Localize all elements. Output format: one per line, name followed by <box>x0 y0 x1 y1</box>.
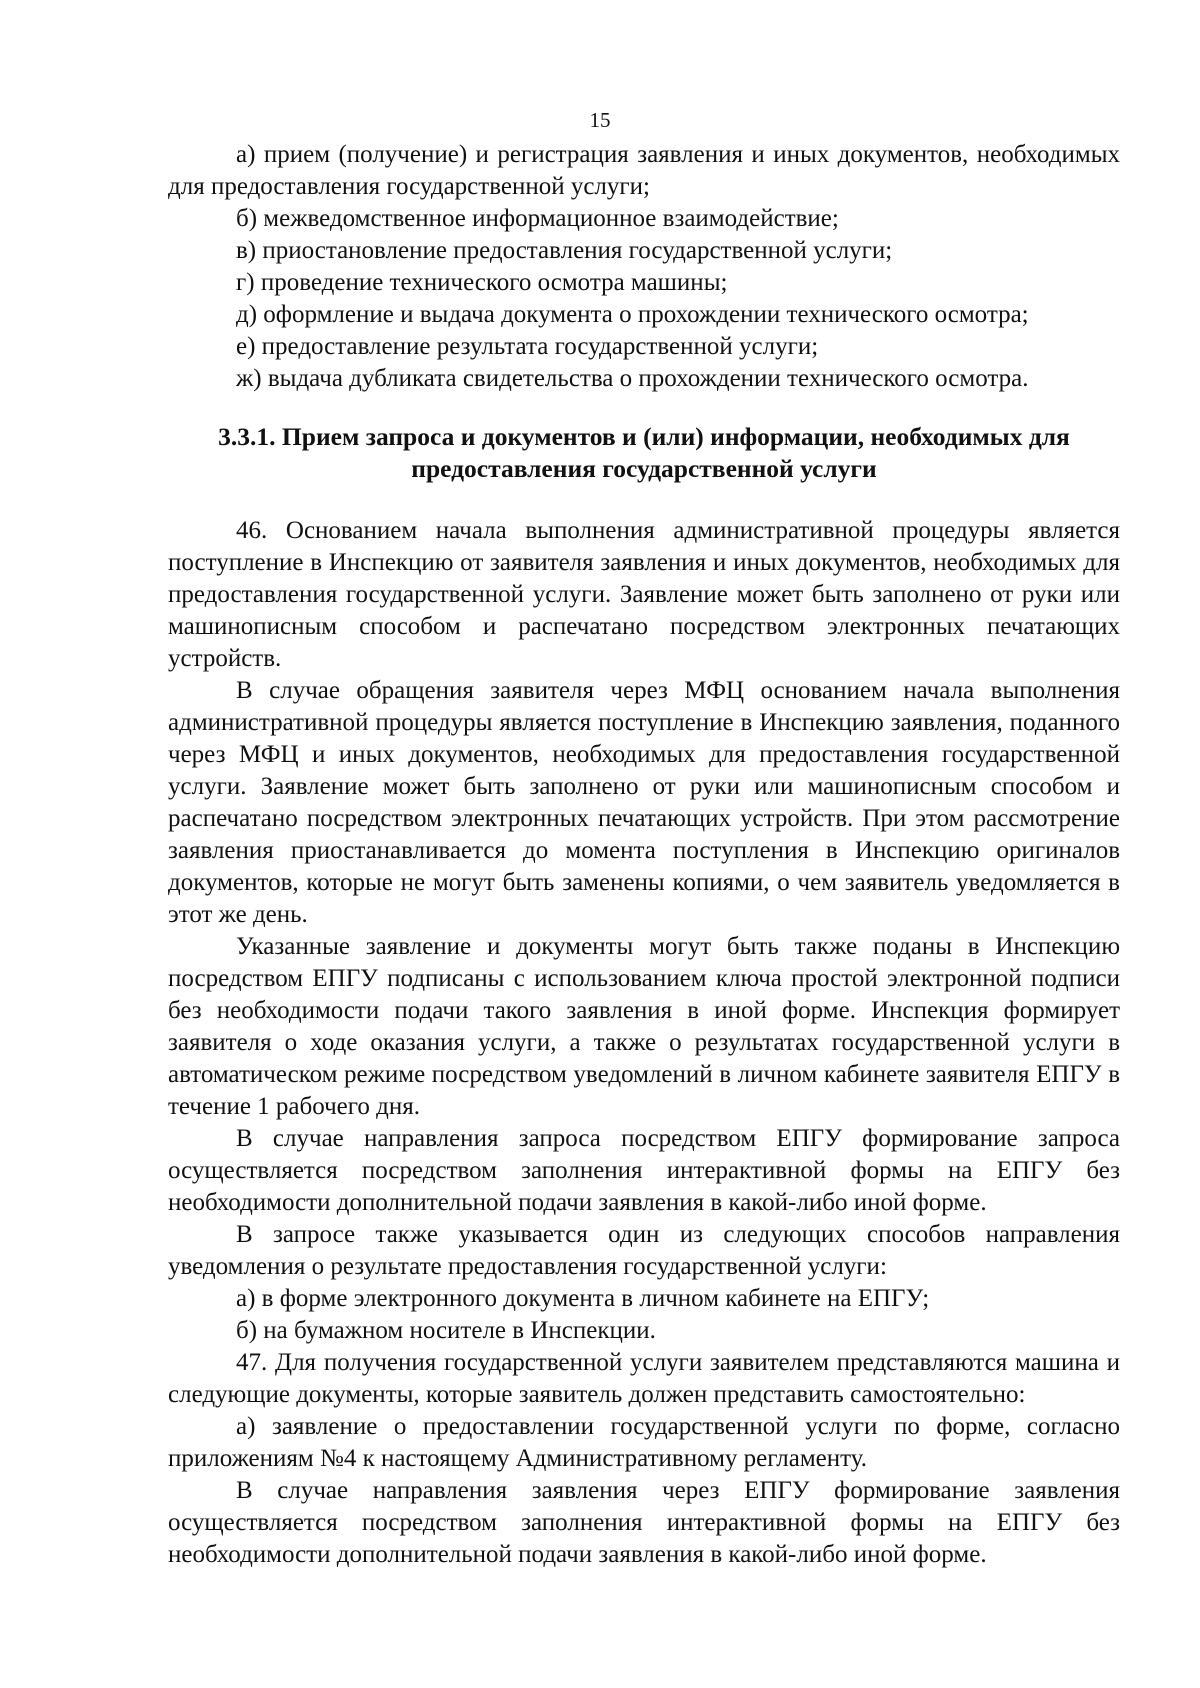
list-item: ж) выдача дубликата свидетельства о прохождении технического осмотра. <box>236 365 1029 392</box>
document-body <box>168 139 1120 1571</box>
section-heading-line: предоставления государственной услуги <box>411 454 877 483</box>
paragraph: а) заявление о предоставлении государственной услуги по форме, согласно приложениям №4 к настоящему Административному регламенту. <box>168 1413 1120 1472</box>
paragraph: 46. Основанием начала выполнения административной процедуры является поступление в Инспекцию от заявителя заявления и иных документов, необходимых для предоставления государственной услуги. Заявление может быть заполнено от руки или машинописным способом и распечатано посредством электронных печатающих устройств. <box>168 517 1120 672</box>
paragraph: В случае направления запроса посредством ЕПГУ формирование запроса осуществляется посредством заполнения интерактивной формы на ЕПГУ без необходимости дополнительной подачи заявления в какой-либо иной форме. <box>168 1125 1120 1216</box>
paragraph: 47. Для получения государственной услуги заявителем представляются машина и следующие документы, которые заявитель должен представить самостоятельно: <box>168 1349 1120 1408</box>
paragraph: В случае направления заявления через ЕПГУ формирование заявления осуществляется посредством заполнения интерактивной формы на ЕПГУ без необходимости дополнительной подачи заявления в какой-либо иной форме. <box>168 1477 1120 1568</box>
list-item: е) предоставление результата государственной услуги; <box>236 333 819 360</box>
section-heading-line: 3.3.1. Прием запроса и документов и (или) информации, необходимых для <box>218 422 1070 451</box>
paragraph: б) на бумажном носителе в Инспекции. <box>236 1317 656 1344</box>
section-heading <box>168 421 1120 485</box>
list-item: в) приостановление предоставления государственной услуги; <box>236 237 893 264</box>
list-item: б) межведомственное информационное взаимодействие; <box>236 205 839 232</box>
paragraph: Указанные заявление и документы могут быть также поданы в Инспекцию посредством ЕПГУ подписаны с использованием ключа простой электронной подписи без необходимости подачи такого заявления в иной форме. Инспекция формирует заявителя о ходе оказания услуги, а также о результатах государственной услуги в автоматическом режиме посредством уведомлений в личном кабинете заявителя ЕПГУ в течение 1 рабочего дня. <box>168 933 1120 1120</box>
paragraph: В случае обращения заявителя через МФЦ основанием начала выполнения административной процедуры является поступление в Инспекцию заявления, поданного через МФЦ и иных документов, необходимых для предоставления государственной услуги. Заявление может быть заполнено от руки или машинописным способом и распечатано посредством электронных печатающих устройств. При этом рассмотрение заявления приостанавливается до момента поступления в Инспекцию оригиналов документов, которые не могут быть заменены копиями, о чем заявитель уведомляется в этот же день. <box>168 677 1120 928</box>
paragraph: а) в форме электронного документа в личном кабинете на ЕПГУ; <box>236 1285 930 1312</box>
list-item: г) проведение технического осмотра машины; <box>236 269 728 296</box>
page-number: 15 <box>589 108 611 132</box>
list-item: а) прием (получение) и регистрация заявления и иных документов, необходимых для предоставления государственной услуги; <box>168 141 1120 200</box>
paragraph: В запросе также указывается один из следующих способов направления уведомления о результате предоставления государственной услуги: <box>168 1221 1120 1280</box>
list-item: д) оформление и выдача документа о прохождении технического осмотра; <box>236 301 1029 328</box>
